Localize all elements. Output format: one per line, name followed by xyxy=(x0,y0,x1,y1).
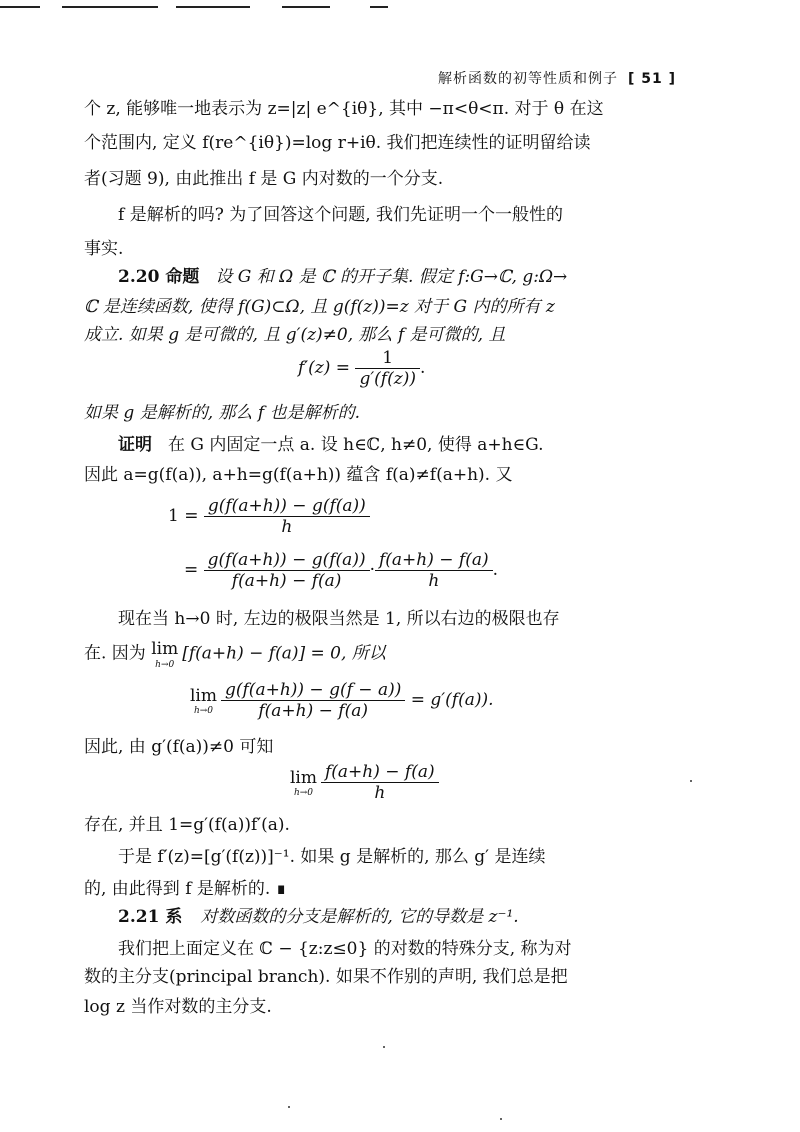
scan-speck xyxy=(383,1046,385,1048)
corollary-label: 2.21 系 xyxy=(118,907,183,927)
proof-eq2-fraction1 xyxy=(204,550,370,591)
proof-eq1-lhs: 1 = xyxy=(168,506,199,526)
proof-eq3 xyxy=(190,680,494,721)
proof-line4-lim: lim xyxy=(151,639,179,659)
prop-label: 2.20 命题 xyxy=(118,267,200,287)
prop-line1 xyxy=(118,266,718,288)
proof-eq2-tail: . xyxy=(492,560,499,580)
proof-eq2 xyxy=(184,550,498,591)
scan-rule xyxy=(0,6,40,8)
page-number: [ 51 ] xyxy=(627,71,676,87)
header-title: 解析函数的初等性质和例子 xyxy=(437,71,618,87)
proof-eq3-lim: lim xyxy=(190,685,217,706)
proof-line7: 于是 f′(z)=[g′(f(z))]⁻¹. 如果 g 是解析的, 那么 g′ 是连续 xyxy=(118,847,546,867)
para1-line3: 者(习题 9), 由此推出 f 是 G 内对数的一个分支. xyxy=(84,169,444,189)
proof-eq4-lim-sub: h→0 xyxy=(293,787,314,798)
proof-eq2-den1: f(a+h) − f(a) xyxy=(231,571,342,591)
prop-eq-tail: . xyxy=(419,358,426,378)
proof-eq2-dot: · xyxy=(369,560,375,580)
prop-eq-fraction xyxy=(355,348,420,389)
proof-eq2-den2: h xyxy=(428,571,440,591)
prop-eq-lhs: f′(z) = xyxy=(298,358,351,378)
proof-text1: 在 G 内固定一点 a. 设 h∈ℂ, h≠0, 使得 a+h∈G. xyxy=(168,435,544,455)
proof-eq1-fraction xyxy=(204,496,370,537)
proof-eq2-num1: g(f(a+h)) − g(f(a)) xyxy=(204,550,370,571)
para3-line3: log z 当作对数的主分支. xyxy=(84,997,272,1017)
proof-line4-a: 在. 因为 xyxy=(84,643,146,664)
proof-eq4 xyxy=(290,762,439,803)
para1-line1: 个 z, 能够唯一地表示为 z=|z| e^{iθ}, 其中 −π<θ<π. 对于 θ 在这 xyxy=(84,99,604,119)
prop-line4: 如果 g 是解析的, 那么 f 也是解析的. xyxy=(84,403,361,423)
scan-speck xyxy=(690,780,692,782)
proof-eq1-den: h xyxy=(281,517,293,537)
proof-label: 证明 xyxy=(118,435,152,455)
scan-speck xyxy=(288,1106,290,1108)
para3-line1: 我们把上面定义在 ℂ − {z:z≤0} 的对数的特殊分支, 称为对 xyxy=(118,939,572,959)
scan-rule xyxy=(62,6,158,8)
proof-eq3-den: f(a+h) − f(a) xyxy=(258,701,368,721)
proof-eq1-num: g(f(a+h)) − g(f(a)) xyxy=(204,496,370,517)
para3-line2: 数的主分支(principal branch). 如果不作别的声明, 我们总是把 xyxy=(84,967,568,987)
prop-eq-den: g′(f(z)) xyxy=(359,369,416,389)
para1-line2: 个范围内, 定义 f(re^{iθ})=log r+iθ. 我们把连续性的证明留给读 xyxy=(84,133,591,153)
proof-eq2-fraction2 xyxy=(375,550,493,591)
proof-line4-limit xyxy=(151,638,178,670)
proof-eq3-limit xyxy=(190,686,217,716)
proof-eq2-eq: = xyxy=(184,560,199,580)
prop-line3: 成立. 如果 g 是可微的, 且 g′(z)≠0, 那么 f 是可微的, 且 xyxy=(84,325,506,345)
scan-rule xyxy=(370,6,388,8)
prop-equation xyxy=(298,348,425,389)
prop-eq-num: 1 xyxy=(355,348,420,369)
proof-line2: 因此 a=g(f(a)), a+h=g(f(a+h)) 蕴含 f(a)≠f(a+h). 又 xyxy=(84,465,513,485)
para2-line2: 事实. xyxy=(84,239,124,259)
proof-eq1 xyxy=(168,496,370,537)
proof-line6: 存在, 并且 1=g′(f(a))f′(a). xyxy=(84,815,290,835)
proof-line5: 因此, 由 g′(f(a))≠0 可知 xyxy=(84,737,274,757)
scan-rule xyxy=(282,6,330,8)
prop-text1: 设 G 和 Ω 是 ℂ 的开子集. 假定 f:G→ℂ, g:Ω→ xyxy=(215,267,568,287)
prop-line2: ℂ 是连续函数, 使得 f(G)⊂Ω, 且 g(f(z))=z 对于 G 内的所有 z xyxy=(84,297,555,317)
running-header xyxy=(438,68,676,88)
proof-eq4-limit xyxy=(290,768,317,798)
scan-speck xyxy=(500,1118,502,1120)
proof-eq3-num: g(f(a+h)) − g(f − a)) xyxy=(221,680,405,701)
proof-eq3-rhs: = g′(f(a)). xyxy=(410,690,494,710)
proof-line1 xyxy=(118,434,718,456)
proof-eq2-num2: f(a+h) − f(a) xyxy=(375,550,493,571)
proof-line3: 现在当 h→0 时, 左边的极限当然是 1, 所以右边的极限也存 xyxy=(118,609,560,629)
proof-eq4-num: f(a+h) − f(a) xyxy=(321,762,439,783)
scan-rule xyxy=(176,6,250,8)
proof-eq3-lim-sub: h→0 xyxy=(193,705,214,716)
corollary-line xyxy=(118,906,718,928)
proof-line4-lim-sub: h→0 xyxy=(155,660,175,670)
proof-eq4-fraction xyxy=(321,762,439,803)
para2-line1: f 是解析的吗? 为了回答这个问题, 我们先证明一个一般性的 xyxy=(118,205,564,225)
proof-eq4-lim: lim xyxy=(290,767,317,788)
proof-line4-b: [f(a+h) − f(a)] = 0, 所以 xyxy=(182,643,386,664)
proof-eq3-fraction xyxy=(221,680,405,721)
proof-line4 xyxy=(84,638,684,670)
corollary-text: 对数函数的分支是解析的, 它的导数是 z⁻¹. xyxy=(200,907,519,927)
proof-eq4-den: h xyxy=(374,783,386,803)
proof-line8: 的, 由此得到 f 是解析的. ∎ xyxy=(84,879,287,899)
